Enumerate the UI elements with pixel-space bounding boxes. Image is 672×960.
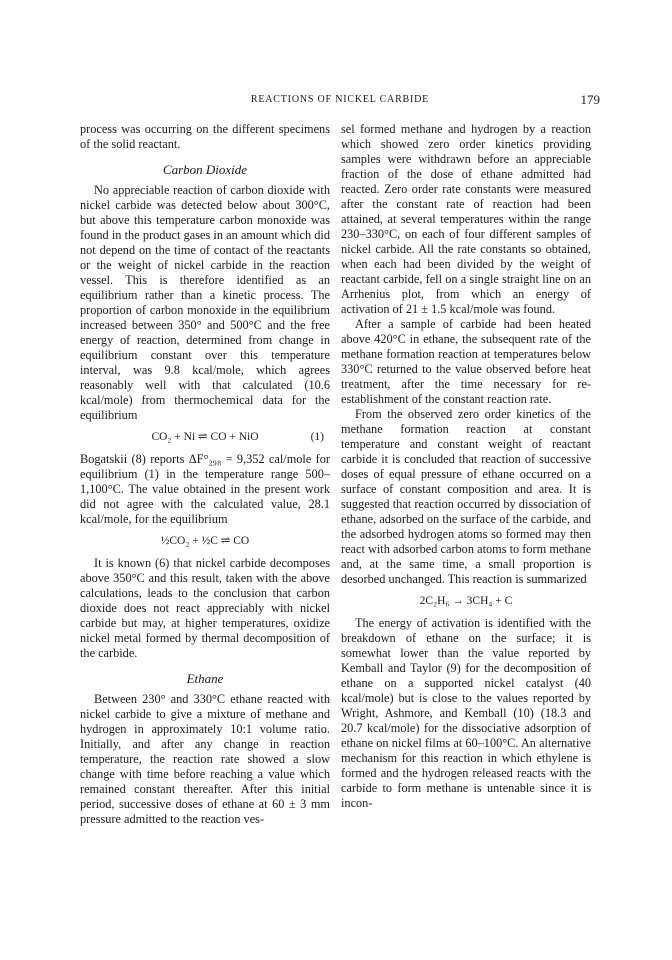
equation-text: 2C₂H₆ → 3CH₄ + C — [419, 595, 513, 607]
paragraph: process was occurring on the different specimens of the solid reactant. — [80, 122, 330, 151]
running-head: REACTIONS OF NICKEL CARBIDE — [250, 94, 430, 105]
section-heading-ethane: Ethane — [186, 671, 224, 686]
equation-1 — [80, 430, 330, 445]
paragraph: After a sample of carbide had been heated above 420°C in ethane, the subsequent rate of the methane formation reaction at temperatures below 330°C returned to the value observed before heat treatment, after the time necessary for re-establishment of the constant reaction rate. — [341, 317, 591, 406]
section-heading-carbon-dioxide: Carbon Dioxide — [162, 162, 248, 177]
paragraph: From the observed zero order kinetics of the methane formation reaction at constant temperature and constant weight of reactant carbide it is concluded that reaction of successive doses of equal pressure of ethane occurred on a surface of constant composition and area. It is suggested that reaction occurred by dissociation of ethane, adsorbed on the surface of the carbide, and the adsorbed hydrogen atoms so formed may then react with adsorbed carbon atoms to form methane and, at the same time, a small proportion is desorbed unchanged. This reaction is summarized — [341, 407, 591, 586]
paragraph: Between 230° and 330°C ethane reacted with nickel carbide to give a mixture of methane and hydrogen in approximately 10:1 volume ratio. Initially, and after any change in reaction temperature, the reaction rate showed a slow change with time before reaching a value which remained constant thereafter. After this initial period, successive doses of ethane at 60 ± 3 mm pressure admitted to the reaction ves- — [80, 692, 330, 826]
paragraph: No appreciable reaction of carbon dioxide with nickel carbide was detected below about 300°C, but above this temperature carbon monoxide was found in the product gases in an amount which did not depend on the time of contact of the reactants or the weight of nickel carbide in the reaction vessel. This is therefore identified as an equilibrium rather than a kinetic process. The proportion of carbon monoxide in the equilibrium increased between 350° and 500°C and the free energy of reaction, determined from change in equilibrium constant over this temperature interval, was 9.8 kcal/mole, which agrees reasonably well with that calculated (10.6 kcal/mole) from thermochemical data for the equilibrium — [80, 183, 330, 422]
paragraph: The energy of activation is identified with the breakdown of ethane on the surface; it is somewhat lower than the value reported by Kemball and Taylor (9) for the decomposition of ethane on a supported nickel catalyst (40 kcal/mole) but is close to the values reported by Wright, Ashmore, and Kemball (10) (18.3 and 20.7 kcal/mole) for the dissociative adsorption of ethane on nickel films at 60–100°C. An alternative mechanism for this reaction in which ethylene is formed and the hydrogen released reacts with the carbide to form methane is untenable since it is incon- — [341, 616, 591, 810]
equation-text: ½CO₂ + ½C ⇌ CO — [160, 535, 250, 547]
equation-number: (1) — [310, 431, 324, 443]
equation-3 — [341, 594, 591, 609]
page-number: 179 — [580, 92, 600, 107]
page-header — [80, 92, 600, 110]
equation-text: CO₂ + Ni ⇌ CO + NiO — [151, 431, 259, 443]
paragraph: Bogatskii (8) reports ΔF°₂₉₈ = 9,352 cal/mole for equilibrium (1) in the temperature range 500–1,100°C. The value obtained in the present work did not agree with the calculated value, 28.1 kcal/mole, for the equilibrium — [80, 452, 330, 526]
left-column — [80, 122, 330, 827]
paragraph: It is known (6) that nickel carbide decomposes above 350°C and this result, taken with the above calculations, leads to the conclusion that carbon dioxide does not react appreciably with nickel carbide but may, at higher temperatures, oxidize nickel metal formed by thermal decomposition of the carbide. — [80, 556, 330, 660]
right-column — [341, 122, 591, 811]
equation-2 — [80, 534, 330, 549]
paragraph: sel formed methane and hydrogen by a reaction which showed zero order kinetics providing samples were withdrawn before an appreciable fraction of the dose of ethane admitted had reacted. Zero order rate constants were measured after the constant rate of reaction had been attained, at several temperatures within the range 230–330°C, on each of four different samples of nickel carbide. All the rate constants so obtained, when each had been divided by the weight of reactant carbide, fell on a single straight line on an Arrhenius plot, from which an energy of activation of 21 ± 1.5 kcal/mole was found. — [341, 122, 591, 316]
